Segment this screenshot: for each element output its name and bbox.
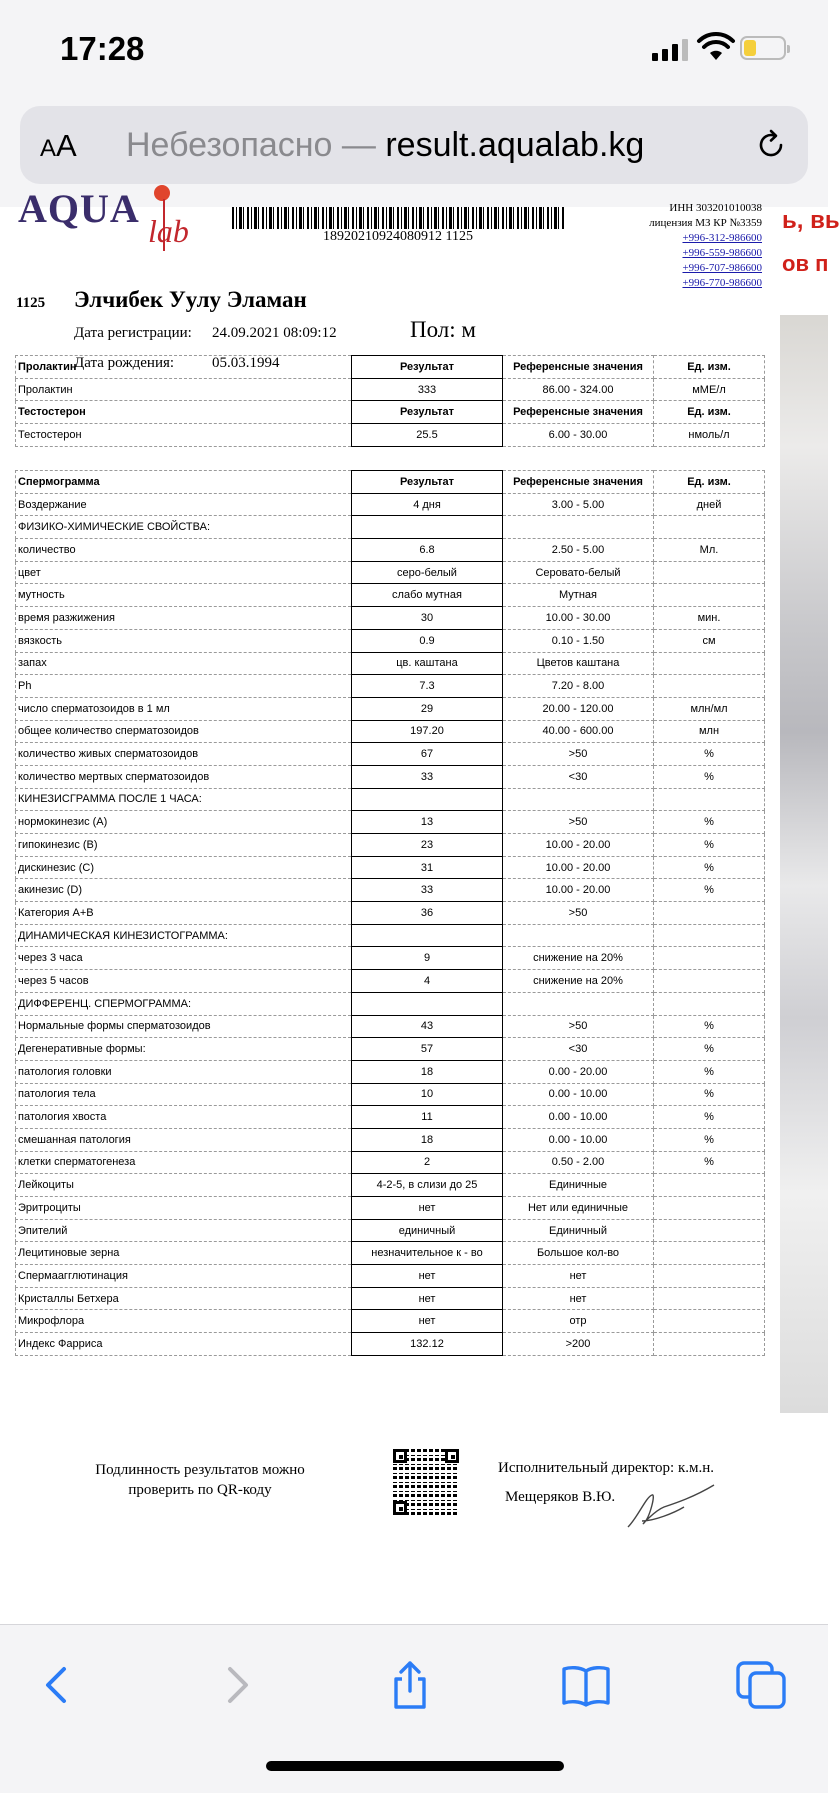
table-row (16, 1197, 765, 1220)
result-cell: нет (352, 1310, 503, 1333)
reference-cell: 7.20 - 8.00 (503, 675, 654, 698)
result-cell (352, 992, 503, 1015)
unit-cell (654, 584, 765, 607)
test-name-cell: Микрофлора (16, 1310, 352, 1333)
verification-note: Подлинность результатов можно проверить по QR-коду (95, 1462, 305, 1498)
unit-cell: % (654, 765, 765, 788)
test-name-cell: Кристаллы Бетхера (16, 1287, 352, 1310)
table-row (16, 607, 765, 630)
table-row (16, 924, 765, 947)
table-row (16, 401, 765, 424)
reference-cell: 3.00 - 5.00 (503, 493, 654, 516)
test-name-cell: Тестостерон (16, 401, 352, 424)
test-name-cell: дискинезис (С) (16, 856, 352, 879)
table-row (16, 992, 765, 1015)
test-name-cell: Тестостерон (16, 424, 352, 447)
unit-cell: % (654, 879, 765, 902)
result-cell: цв. каштана (352, 652, 503, 675)
table-row (16, 1310, 765, 1333)
test-name-cell: ФИЗИКО-ХИМИЧЕСКИЕ СВОЙСТВА: (16, 516, 352, 539)
test-name-cell: акинезис (D) (16, 879, 352, 902)
table-row (16, 1265, 765, 1288)
unit-cell: % (654, 1083, 765, 1106)
battery-icon (740, 36, 786, 60)
unit-cell: см (654, 629, 765, 652)
table-row (16, 1287, 765, 1310)
test-name-cell: Пролактин (16, 378, 352, 401)
result-cell: 0.9 (352, 629, 503, 652)
reference-cell: Референсные значения (503, 401, 654, 424)
registration-label: Дата регистрации: (74, 325, 192, 341)
result-cell: 36 (352, 902, 503, 925)
reference-cell: Референсные значения (503, 356, 654, 379)
result-cell: 18 (352, 1060, 503, 1083)
reference-cell: 10.00 - 20.00 (503, 879, 654, 902)
table-row (16, 811, 765, 834)
signature (624, 1477, 716, 1533)
unit-cell: Ед. изм. (654, 356, 765, 379)
result-cell: 33 (352, 765, 503, 788)
test-name-cell: смешанная патология (16, 1128, 352, 1151)
result-cell (352, 516, 503, 539)
lab-contacts (649, 201, 762, 291)
test-name-cell: нормокинезис (А) (16, 811, 352, 834)
phone-link[interactable]: +996-770-986600 (682, 277, 762, 289)
result-cell: 31 (352, 856, 503, 879)
license-text: лицензия МЗ КР №3359 (649, 217, 762, 229)
unit-cell: % (654, 856, 765, 879)
result-cell: 13 (352, 811, 503, 834)
reference-cell: 20.00 - 120.00 (503, 697, 654, 720)
unit-cell (654, 1333, 765, 1356)
test-name-cell: через 3 часа (16, 947, 352, 970)
unit-cell: млн (654, 720, 765, 743)
test-name-cell: Спермограмма (16, 471, 352, 494)
result-cell: 23 (352, 834, 503, 857)
registration-date: 24.09.2021 08:09:12 (212, 325, 337, 341)
result-cell: незначительное к - во (352, 1242, 503, 1265)
table-row (16, 516, 765, 539)
test-name-cell: запах (16, 652, 352, 675)
unit-cell: % (654, 1151, 765, 1174)
director-title: Исполнительный директор: к.м.н. (498, 1460, 715, 1476)
test-name-cell: патология тела (16, 1083, 352, 1106)
unit-cell: Ед. изм. (654, 471, 765, 494)
reference-cell: 86.00 - 324.00 (503, 378, 654, 401)
test-name-cell: Лецитиновые зерна (16, 1242, 352, 1265)
test-name-cell: Ph (16, 675, 352, 698)
share-icon[interactable] (382, 1657, 438, 1713)
result-cell: 30 (352, 607, 503, 630)
table-row (16, 970, 765, 993)
table-row (16, 1128, 765, 1151)
test-name-cell: цвет (16, 561, 352, 584)
reference-cell: 0.00 - 10.00 (503, 1128, 654, 1151)
reference-cell: >50 (503, 902, 654, 925)
unit-cell (654, 970, 765, 993)
unit-cell (654, 561, 765, 584)
unit-cell: % (654, 1015, 765, 1038)
unit-cell: % (654, 811, 765, 834)
result-cell: нет (352, 1197, 503, 1220)
result-cell: 4 дня (352, 493, 503, 516)
reference-cell: Нет или единичные (503, 1197, 654, 1220)
result-cell (352, 788, 503, 811)
reference-cell: >50 (503, 743, 654, 766)
test-name-cell: время разжижения (16, 607, 352, 630)
background-page-edge: ь, вь ов п (780, 207, 828, 1624)
table-row (16, 902, 765, 925)
test-name-cell: Эпителий (16, 1219, 352, 1242)
reference-cell (503, 992, 654, 1015)
patient-name: Элчибек Уулу Эламан (74, 287, 307, 312)
reference-cell: Единичные (503, 1174, 654, 1197)
unit-cell (654, 1174, 765, 1197)
unit-cell (654, 1287, 765, 1310)
unit-cell (654, 788, 765, 811)
unit-cell: мМЕ/л (654, 378, 765, 401)
table-row (16, 1106, 765, 1129)
result-cell: 2 (352, 1151, 503, 1174)
test-name-cell: клетки сперматогенеза (16, 1151, 352, 1174)
test-name-cell: патология головки (16, 1060, 352, 1083)
reference-cell: Референсные значения (503, 471, 654, 494)
unit-cell: % (654, 1128, 765, 1151)
unit-cell: % (654, 743, 765, 766)
table-row (16, 1242, 765, 1265)
director-name: Мещеряков В.Ю. (505, 1489, 616, 1505)
result-cell: 333 (352, 378, 503, 401)
result-cell: единичный (352, 1219, 503, 1242)
test-name-cell: Лейкоциты (16, 1174, 352, 1197)
table-row (16, 765, 765, 788)
barcode-number: 18920210924080912 1125 (323, 229, 473, 244)
reference-cell: снижение на 20% (503, 970, 654, 993)
reference-cell: нет (503, 1265, 654, 1288)
unit-cell: Мл. (654, 539, 765, 562)
unit-cell (654, 992, 765, 1015)
table-row (16, 1015, 765, 1038)
reference-cell: >50 (503, 811, 654, 834)
table-row (16, 493, 765, 516)
table-row (16, 424, 765, 447)
table-row (16, 743, 765, 766)
phone-link[interactable]: +996-559-986600 (682, 247, 762, 259)
unit-cell (654, 1310, 765, 1333)
test-name-cell: патология хвоста (16, 1106, 352, 1129)
reference-cell: Мутная (503, 584, 654, 607)
unit-cell (654, 652, 765, 675)
table-row (16, 561, 765, 584)
reference-cell: 2.50 - 5.00 (503, 539, 654, 562)
result-cell: 9 (352, 947, 503, 970)
test-name-cell: количество (16, 539, 352, 562)
reader-options-button[interactable]: AA (40, 128, 77, 163)
table-row (16, 834, 765, 857)
test-name-cell: количество живых сперматозоидов (16, 743, 352, 766)
test-name-cell: Эритроциты (16, 1197, 352, 1220)
result-cell: 7.3 (352, 675, 503, 698)
address-bar[interactable] (20, 106, 808, 184)
table-row (16, 856, 765, 879)
unit-cell: % (654, 834, 765, 857)
unit-cell: дней (654, 493, 765, 516)
result-cell: Результат (352, 401, 503, 424)
test-name-cell: Спермаагглютинация (16, 1265, 352, 1288)
document-page (0, 186, 780, 1624)
test-name-cell: Дегенеративные формы: (16, 1038, 352, 1061)
unit-cell (654, 1242, 765, 1265)
unit-cell (654, 1265, 765, 1288)
test-name-cell: вязкость (16, 629, 352, 652)
status-time: 17:28 (60, 30, 145, 67)
table-row (16, 1151, 765, 1174)
table-row (16, 720, 765, 743)
table-row (16, 1333, 765, 1356)
table-row (16, 697, 765, 720)
test-name-cell: через 5 часов (16, 970, 352, 993)
reference-cell (503, 788, 654, 811)
result-cell: 10 (352, 1083, 503, 1106)
test-name-cell: Категория А+В (16, 902, 352, 925)
unit-cell: млн/мл (654, 697, 765, 720)
reference-cell: 0.00 - 20.00 (503, 1060, 654, 1083)
table-row (16, 1038, 765, 1061)
unit-cell (654, 924, 765, 947)
reference-cell: 0.00 - 10.00 (503, 1083, 654, 1106)
table-row (16, 539, 765, 562)
chevron-right-icon[interactable] (208, 1657, 264, 1713)
phone-link[interactable]: +996-312-986600 (682, 232, 762, 244)
test-name-cell: Воздержание (16, 493, 352, 516)
reference-cell: отр (503, 1310, 654, 1333)
test-name-cell: Нормальные формы сперматозоидов (16, 1015, 352, 1038)
result-cell: 11 (352, 1106, 503, 1129)
patient-id: 1125 (16, 295, 46, 311)
cellular-signal-icon (652, 37, 688, 61)
tabs-icon[interactable] (734, 1657, 790, 1713)
unit-cell: % (654, 1060, 765, 1083)
result-cell (352, 924, 503, 947)
unit-cell: мин. (654, 607, 765, 630)
table-row (16, 471, 765, 494)
table-row (16, 879, 765, 902)
table-row (16, 947, 765, 970)
unit-cell (654, 902, 765, 925)
test-name-cell: мутность (16, 584, 352, 607)
test-name-cell: общее количество сперматозоидов (16, 720, 352, 743)
table-row (16, 788, 765, 811)
test-name-cell: ДИФФЕРЕНЦ. СПЕРМОГРАММА: (16, 992, 352, 1015)
result-cell: нет (352, 1265, 503, 1288)
table-row (16, 652, 765, 675)
birthdate-label: Дата рождения: (74, 355, 175, 371)
reference-cell: 40.00 - 600.00 (503, 720, 654, 743)
not-secure-label: Небезопасно — (126, 126, 386, 164)
reference-cell: Цветов каштана (503, 652, 654, 675)
result-cell: нет (352, 1287, 503, 1310)
barcode (232, 207, 564, 229)
unit-cell (654, 1197, 765, 1220)
reference-cell: <30 (503, 765, 654, 788)
reference-cell: 10.00 - 20.00 (503, 834, 654, 857)
table-row (16, 1083, 765, 1106)
unit-cell (654, 516, 765, 539)
reference-cell: снижение на 20% (503, 947, 654, 970)
reference-cell: нет (503, 1287, 654, 1310)
unit-cell (654, 947, 765, 970)
test-name-cell: число сперматозоидов в 1 мл (16, 697, 352, 720)
test-name-cell: Индекс Фарриса (16, 1333, 352, 1356)
test-name-cell: ДИНАМИЧЕСКАЯ КИНЕЗИСТОГРАММА: (16, 924, 352, 947)
result-cell: 25.5 (352, 424, 503, 447)
reference-cell: >200 (503, 1333, 654, 1356)
table-row (16, 1219, 765, 1242)
result-cell: Результат (352, 471, 503, 494)
reference-cell: Сероватo-белый (503, 561, 654, 584)
birthdate-value: 05.03.1994 (212, 355, 280, 371)
result-cell: 33 (352, 879, 503, 902)
result-cell: 29 (352, 697, 503, 720)
book-icon[interactable] (558, 1657, 614, 1713)
table-row (16, 356, 765, 379)
result-cell: серо-белый (352, 561, 503, 584)
test-name-cell: Пролактин (16, 356, 352, 379)
reference-cell: 10.00 - 30.00 (503, 607, 654, 630)
qr-code[interactable] (393, 1449, 459, 1515)
spermogram-table (15, 470, 765, 1356)
reload-icon[interactable] (754, 128, 788, 162)
result-cell: 57 (352, 1038, 503, 1061)
status-bar (0, 0, 828, 92)
aqualab-logo: AQUA lab (18, 186, 189, 249)
result-cell: 197.20 (352, 720, 503, 743)
reference-cell: 10.00 - 20.00 (503, 856, 654, 879)
unit-cell (654, 1219, 765, 1242)
table-row (16, 1174, 765, 1197)
wifi-icon (698, 34, 734, 62)
home-indicator[interactable] (266, 1761, 564, 1771)
table-row (16, 675, 765, 698)
result-cell: 132.12 (352, 1333, 503, 1356)
hormones-table (15, 355, 765, 447)
result-cell: 18 (352, 1128, 503, 1151)
table-row (16, 584, 765, 607)
result-cell: 4-2-5, в слизи до 25 (352, 1174, 503, 1197)
reference-cell: 6.00 - 30.00 (503, 424, 654, 447)
result-cell: 67 (352, 743, 503, 766)
reference-cell: >50 (503, 1015, 654, 1038)
phone-link[interactable]: +996-707-986600 (682, 262, 762, 274)
inn-text: ИНН 303201010038 (669, 202, 762, 214)
reference-cell: Большое кол-во (503, 1242, 654, 1265)
result-cell: слабо мутная (352, 584, 503, 607)
url-text[interactable] (126, 126, 644, 165)
reference-cell: <30 (503, 1038, 654, 1061)
test-name-cell: КИНЕЗИСГРАММА ПОСЛЕ 1 ЧАСА: (16, 788, 352, 811)
result-cell: Результат (352, 356, 503, 379)
unit-cell: % (654, 1106, 765, 1129)
reference-cell: Единичный (503, 1219, 654, 1242)
table-row (16, 629, 765, 652)
table-row (16, 378, 765, 401)
test-name-cell: количество мертвых сперматозоидов (16, 765, 352, 788)
unit-cell: нмоль/л (654, 424, 765, 447)
reference-cell: 0.00 - 10.00 (503, 1106, 654, 1129)
result-cell: 43 (352, 1015, 503, 1038)
patient-sex: Пол: м (410, 317, 476, 342)
result-cell: 4 (352, 970, 503, 993)
test-name-cell: гипокинезис (В) (16, 834, 352, 857)
chevron-left-icon[interactable] (30, 1657, 86, 1713)
reference-cell (503, 924, 654, 947)
unit-cell: Ед. изм. (654, 401, 765, 424)
result-cell: 6.8 (352, 539, 503, 562)
reference-cell (503, 516, 654, 539)
unit-cell: % (654, 1038, 765, 1061)
table-row (16, 1060, 765, 1083)
reference-cell: 0.50 - 2.00 (503, 1151, 654, 1174)
unit-cell (654, 675, 765, 698)
reference-cell: 0.10 - 1.50 (503, 629, 654, 652)
url-host: result.aqualab.kg (385, 126, 645, 164)
